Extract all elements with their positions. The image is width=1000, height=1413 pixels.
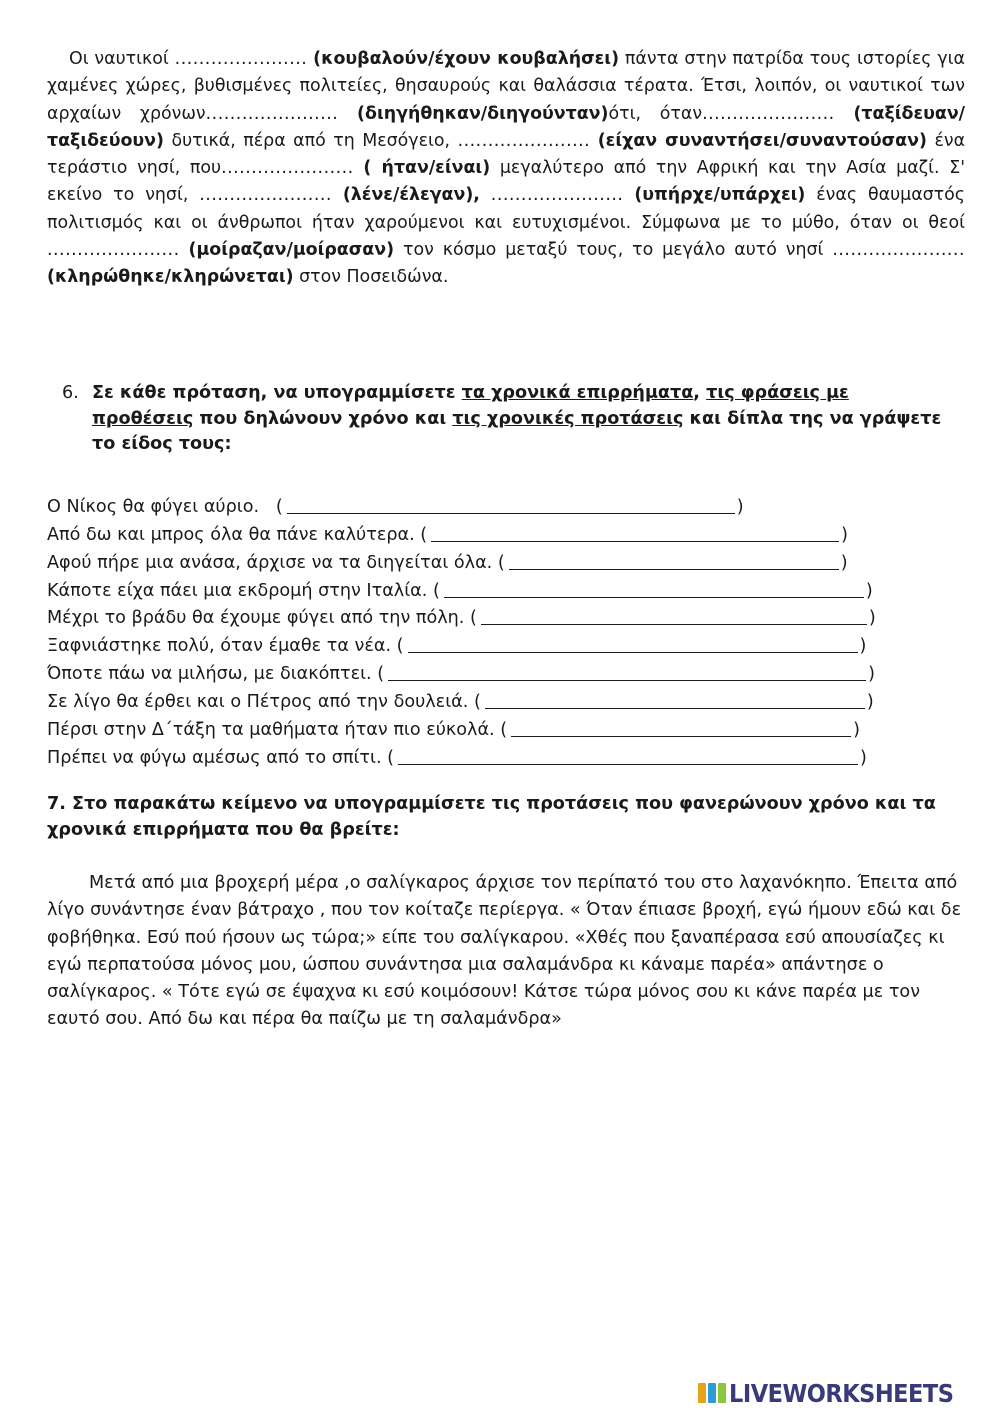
blank-7[interactable]: ...................... xyxy=(490,185,624,206)
close-paren: ) xyxy=(860,747,867,768)
exercise-7-heading: 7. Στο παρακάτω κείμενο να υπογραμμίσετε τις προτάσεις που φανερώνουν χρόνο και τα χρονικά επιρρήματα που θα βρείτε: xyxy=(47,794,936,840)
heading-text: που δηλώνουν χρόνο και xyxy=(199,408,447,429)
blank-8[interactable]: ...................... xyxy=(47,240,180,261)
open-paren: ( xyxy=(420,524,428,545)
answer-line[interactable] xyxy=(287,495,735,514)
sentence-row xyxy=(47,740,967,768)
close-paren: ) xyxy=(853,720,860,741)
open-paren: ( xyxy=(500,720,508,741)
close-paren: ) xyxy=(840,552,848,573)
sentence-row xyxy=(47,489,967,517)
p1-text: δυτικά, πέρα από τη Μεσόγειο, xyxy=(171,130,451,151)
open-paren: ( xyxy=(387,747,394,768)
sentence-text: Μέχρι το βράδυ θα έχουμε φύγει από την πόλη. xyxy=(47,608,465,629)
p1-text: στον Ποσειδώνα. xyxy=(299,267,449,288)
p1-text: τον κόσμο μεταξύ τους, το μεγάλο αυτό νησί xyxy=(402,240,824,261)
answer-line[interactable] xyxy=(511,718,851,737)
close-paren: ) xyxy=(736,496,744,517)
blank-6[interactable]: ...................... xyxy=(199,185,332,206)
answer-line[interactable] xyxy=(481,606,867,625)
heading-text: και δίπλα της να γράψετε το είδος τους: xyxy=(92,408,942,454)
answer-line[interactable] xyxy=(408,634,858,653)
answer-line[interactable] xyxy=(388,662,866,681)
p1-text: πάντα στην πατρίδα τους ιστορίες για χαμένες χώρες, βυθισμένες πολιτείες, θησαυρούς και θαλάσσια τέρατα. Έτσι, λοιπόν, οι ναυτικοί των αρχαίων χρόνων xyxy=(47,49,965,124)
sentence-text: Από δω και μπρος όλα θα πάνε καλύτερα. xyxy=(47,524,415,545)
sentence-row xyxy=(47,712,967,740)
answer-line[interactable] xyxy=(431,523,839,542)
blank-4[interactable]: ...................... xyxy=(457,130,591,151)
sentence-text: Αφού πήρε μια ανάσα, άρχισε να τα διηγείται όλα. xyxy=(47,552,493,573)
sentence-row xyxy=(47,573,967,601)
exercise-number: 6. xyxy=(62,383,79,403)
underlined-term: τα χρονικά επιρρήματα xyxy=(461,383,694,403)
option-3: (ταξίδευαν/ταξιδεύουν) xyxy=(47,103,966,151)
sentence-text: Πρέπει να φύγω αμέσως από το σπίτι. xyxy=(47,747,382,768)
open-paren: ( xyxy=(473,692,481,713)
p1-text: ότι, όταν xyxy=(608,103,703,124)
option-8: (μοίραζαν/μοίρασαν) xyxy=(188,240,395,261)
underlined-term: προθέσεις xyxy=(92,408,194,429)
open-paren: ( xyxy=(497,552,505,573)
close-paren: ) xyxy=(866,692,874,713)
heading-text: , xyxy=(693,383,700,403)
sentence-text: Κάποτε είχα πάει μια εκδρομή στην Ιταλία. xyxy=(47,580,428,601)
open-paren: ( xyxy=(275,496,283,517)
p1-text: μεγαλύτερο από την Αφρική και την Ασία μαζί. Σ' εκείνο το νησί, xyxy=(47,158,966,206)
open-paren: ( xyxy=(396,636,404,657)
open-paren: ( xyxy=(377,664,385,685)
blank-3[interactable]: ...................... xyxy=(702,103,835,124)
sentence-text: Ο Νίκος θα φύγει αύριο. xyxy=(47,496,260,517)
option-2: (διηγήθηκαν/διηγούνταν) xyxy=(357,103,609,124)
p1-text: Οι ναυτικοί xyxy=(69,49,169,69)
close-paren: ) xyxy=(841,524,849,545)
sentence-text: Πέρσι στην Δ΄τάξη τα μαθήματα ήταν πιο εύκολά. xyxy=(47,720,495,741)
blank-1[interactable]: ...................... xyxy=(174,49,308,69)
sentence-text: Όποτε πάω να μιλήσω, με διακόπτει. xyxy=(47,664,372,685)
sentence-text: Ξαφνιάστηκε πολύ, όταν έμαθε τα νέα. xyxy=(47,636,392,657)
answer-line[interactable] xyxy=(398,746,858,765)
sentence-text: Σε λίγο θα έρθει και ο Πέτρος από την δουλειά. xyxy=(47,692,469,713)
sentence-row xyxy=(47,601,967,629)
sentence-row xyxy=(47,656,967,684)
sentence-list xyxy=(47,489,967,768)
sentence-row xyxy=(47,684,967,712)
sentence-row xyxy=(47,628,967,656)
answer-line[interactable] xyxy=(444,579,864,598)
option-9: (κληρώθηκε/κληρώνεται) xyxy=(47,267,294,288)
open-paren: ( xyxy=(469,608,477,629)
blank-9[interactable]: ...................... xyxy=(832,240,965,261)
option-6: (λένε/έλεγαν), xyxy=(342,185,480,206)
blank-2[interactable]: ...................... xyxy=(205,103,339,124)
underlined-term: τις φράσεις με xyxy=(706,383,849,403)
close-paren: ) xyxy=(868,608,876,629)
open-paren: ( xyxy=(432,580,440,601)
answer-line[interactable] xyxy=(485,690,865,709)
close-paren: ) xyxy=(865,580,873,601)
p1-text: ένας θαυμαστός πολιτισμός και οι άνθρωποι ήταν χαρούμενοι και ευτυχισμένοι. Σύμφωνα με το μύθο, όταν οι θεοί xyxy=(47,185,965,233)
close-paren: ) xyxy=(859,636,867,657)
sentence-row xyxy=(47,517,967,545)
underlined-term: τις χρονικές προτάσεις xyxy=(452,408,684,429)
close-paren: ) xyxy=(868,664,875,685)
p1-text: ένα τεράστιο νησί, που xyxy=(47,130,966,179)
exercise-7-text xyxy=(47,870,967,1034)
answer-line[interactable] xyxy=(509,551,839,570)
liveworksheets-logo-icon xyxy=(697,1380,727,1406)
heading-text: Σε κάθε πρόταση, να υπογραμμίσετε xyxy=(92,383,456,403)
brand-name: LIVEWORKSHEETS xyxy=(729,1378,954,1408)
sentence-row xyxy=(47,545,967,573)
liveworksheets-brand xyxy=(697,1378,953,1408)
blank-5[interactable]: ...................... xyxy=(221,158,354,179)
option-4: (είχαν συναντήσει/συναντούσαν) xyxy=(597,130,927,151)
paragraph-1 xyxy=(47,46,965,292)
exercise-6-heading xyxy=(62,381,942,458)
option-1: (κουβαλούν/έχουν κουβαλήσει) xyxy=(313,49,620,69)
option-5: ( ήταν/είναι) xyxy=(363,158,491,179)
story-text: Μετά από μια βροχερή μέρα ,ο σαλίγκαρος άρχισε τον περίπατό του στο λαχανόκηπο. Έπειτα από λίγο συνάντησε έναν βάτραχο , που τον κοίταζε περίεργα. « Όταν έπιασε βροχή, εγώ ήμουν εδώ και δε φοβήθηκα. Εσύ πού ήσουν ως τώρα;» είπε του σαλίγκαρου. «Χθές που ξαναπέρασα εσύ απουσίαζες κι εγώ περπατούσα μόνος μου, ώσπου συνάντησα μια σαλαμάνδρα κι κάναμε παρέα» απάντησε ο σαλίγκαρος. « Τότε εγώ σε έψαχνα κι εσύ κοιμόσουν! Κάτσε τώρα μόνος σου κι κάνε παρέα με τον εαυτό σου. Από δω και πέρα θα παίζω με τη σαλαμάνδρα» xyxy=(47,873,962,1030)
option-7: (υπήρχε/υπάρχει) xyxy=(634,185,806,206)
